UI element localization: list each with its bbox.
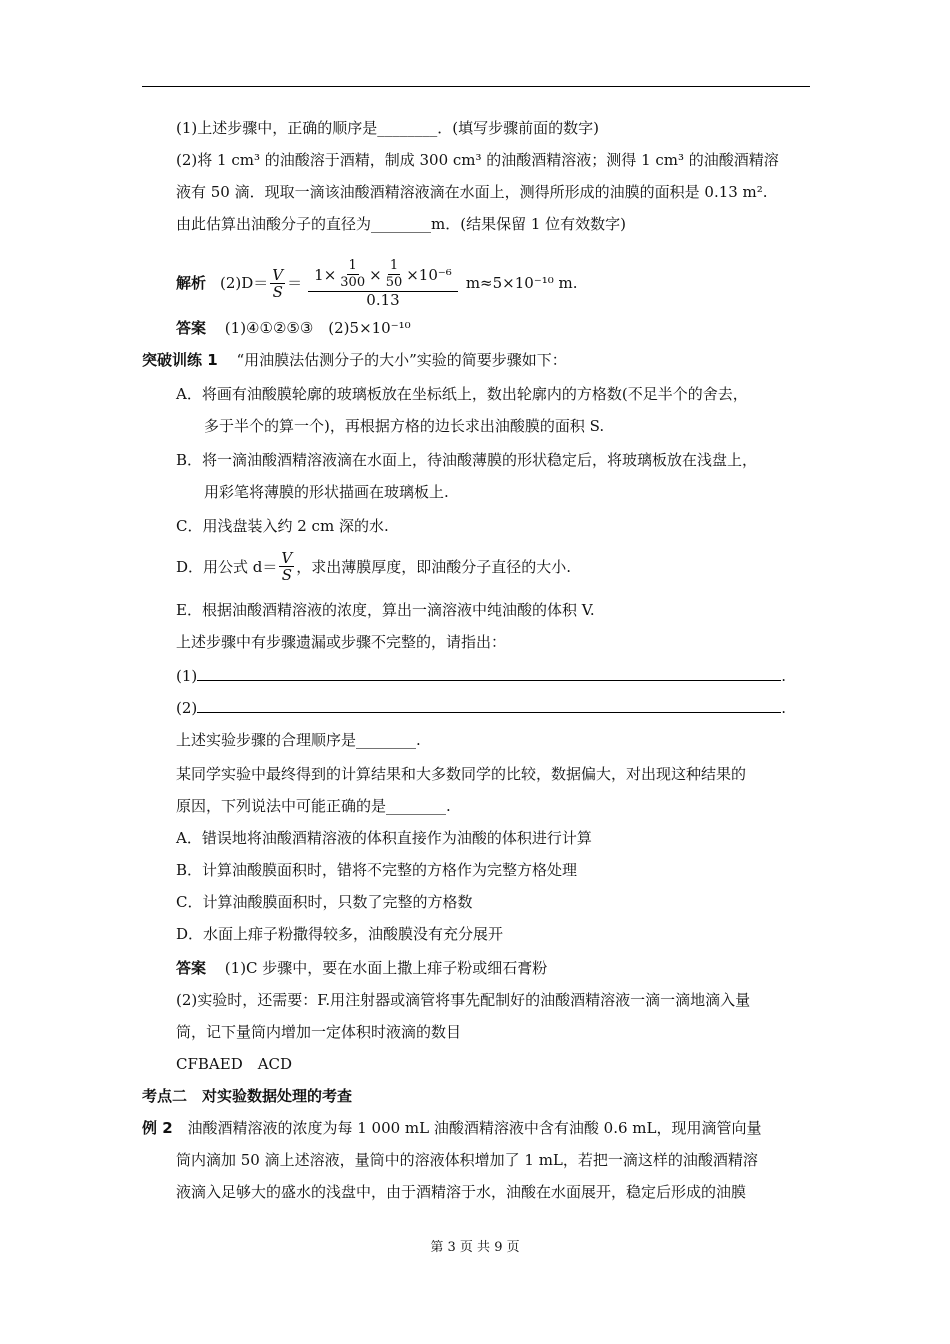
option-b: B．计算油酸膜面积时，错将不完整的方格作为完整方格处理 [176, 861, 578, 879]
blank-1-end: . [781, 667, 787, 685]
page-footer: 第 3 页 共 9 页 [430, 1240, 520, 1255]
fraction-denominator: S [272, 282, 283, 301]
step-e: E．根据油酸酒精溶液的浓度，算出一滴溶液中纯油酸的体积 V. [176, 601, 595, 619]
question-2-line-1: (2)将 1 cm³ 的油酸溶于酒精，制成 300 cm³ 的油酸酒精溶液；测得 1 cm³ 的油酸酒精溶 [176, 151, 779, 169]
option-c: C．计算油酸膜面积时，只数了完整的方格数 [176, 893, 473, 911]
fraction-1-300-bottom: 300 [340, 275, 366, 290]
volume-denominator: 0.13 [366, 291, 400, 309]
example-2-label: 例 2 [142, 1119, 173, 1137]
answer-2-line-3: 筒，记下量筒内增加一定体积时液滴的数目 [176, 1023, 462, 1041]
answer-1-text: (1)④①②⑤③ (2)5×10⁻¹⁰ [224, 319, 411, 337]
reason-question-line-2: 原因，下列说法中可能正确的是________. [176, 797, 451, 815]
fraction-1-300-top: 1 [348, 258, 357, 273]
blank-line-1 [176, 666, 786, 686]
num-part-1: 1× [314, 265, 337, 284]
example-2-text-1: 油酸酒精溶液的浓度为每 1 000 mL 油酸酒精溶液中含有油酸 0.6 mL，现用滴管向量 [187, 1119, 762, 1137]
volume-numerator [308, 258, 458, 292]
option-d: D．水面上痱子粉撒得较多，油酸膜没有充分展开 [176, 925, 504, 943]
solution-formula [176, 258, 578, 308]
times-sign: × [369, 265, 382, 284]
equals-sign: ＝ [287, 274, 303, 292]
fraction-1-50-bottom: 50 [385, 275, 403, 290]
example-2-line-1 [142, 1118, 761, 1138]
answer-1 [176, 318, 411, 338]
question-2-line-2: 液有 50 滴．现取一滴该油酸酒精溶液滴在水面上，测得所形成的油膜的面积是 0.13 m². [176, 183, 768, 201]
answer-2 [176, 958, 547, 978]
option-a: A．错误地将油酸酒精溶液的体积直接作为油酸的体积进行计算 [176, 829, 592, 847]
example-2-line-3: 液滴入足够大的盛水的浅盘中，由于酒精溶于水，油酸在水面展开，稳定后形成的油膜 [176, 1183, 747, 1201]
step-d-post: ，求出薄膜厚度，即油酸分子直径的大小. [296, 557, 572, 576]
step-d-pre: D．用公式 d＝ [176, 557, 278, 576]
fraction-1-50 [384, 258, 405, 291]
step-b-line-2: 用彩笔将薄膜的形状描画在玻璃板上. [204, 483, 449, 501]
step-a-line-2: 多于半个的算一个)，再根据方格的边长求出油酸膜的面积 S. [204, 417, 605, 435]
volume-fraction [308, 258, 458, 308]
solution-prefix: (2)D＝ [220, 274, 269, 292]
step-c: C．用浅盘装入约 2 cm 深的水. [176, 517, 389, 535]
fraction-numerator: V [272, 265, 284, 284]
blank-line-2 [176, 698, 786, 718]
fraction-1-50-top: 1 [389, 258, 399, 273]
prompt-missing: 上述步骤中有步骤遗漏或步骤不完整的，请指出： [176, 633, 507, 651]
training-text: “用油膜法估测分子的大小”实验的简要步骤如下： [236, 351, 567, 369]
step-d [176, 550, 571, 583]
blank-2-label: (2) [176, 699, 198, 717]
fraction-d-numerator: V [281, 549, 293, 567]
section-title: 考点二 对实验数据处理的考查 [142, 1087, 353, 1105]
fraction-v-over-s [270, 267, 285, 300]
blank-1-label: (1) [176, 667, 198, 685]
blank-2-end: . [781, 699, 787, 717]
question-2-line-3: 由此估算出油酸分子的直径为________m．(结果保留 1 位有效数字) [176, 215, 627, 233]
solution-label: 解析 [176, 274, 207, 292]
fraction-d [279, 550, 294, 583]
blank-2-field[interactable] [197, 698, 781, 713]
fraction-1-300 [338, 258, 367, 291]
solution-result: m≈5×10⁻¹⁰ m. [465, 274, 578, 292]
step-b-line-1: B．将一滴油酸酒精溶液滴在水面上，待油酸薄膜的形状稳定后，将玻璃板放在浅盘上， [176, 451, 758, 469]
answer-2-line-2: (2)实验时，还需要：F.用注射器或滴管将事先配制好的油酸酒精溶液一滴一滴地滴入量 [176, 991, 751, 1009]
answer-2-label: 答案 [176, 959, 207, 977]
step-a-line-1: A．将画有油酸膜轮廓的玻璃板放在坐标纸上，数出轮廓内的方格数(不足半个的舍去， [176, 385, 748, 403]
num-tail: ×10⁻⁶ [406, 265, 452, 284]
reason-question-line-1: 某同学实验中最终得到的计算结果和大多数同学的比较，数据偏大，对出现这种结果的 [176, 765, 747, 783]
answer-2-text-1: (1)C 步骤中，要在水面上撒上痱子粉或细石膏粉 [224, 959, 548, 977]
answer-2-line-4: CFBAED ACD [176, 1055, 293, 1073]
order-question: 上述实验步骤的合理顺序是________. [176, 731, 421, 749]
training-heading [142, 350, 567, 370]
example-2-line-2: 筒内滴加 50 滴上述溶液，量筒中的溶液体积增加了 1 mL，若把一滴这样的油酸酒精溶 [176, 1151, 758, 1169]
question-1: (1)上述步骤中，正确的顺序是________．(填写步骤前面的数字) [176, 119, 599, 137]
training-label: 突破训练 1 [142, 351, 218, 369]
answer-1-label: 答案 [176, 319, 207, 337]
header-rule [142, 86, 810, 87]
fraction-d-denominator: S [281, 566, 292, 584]
blank-1-field[interactable] [197, 666, 781, 681]
